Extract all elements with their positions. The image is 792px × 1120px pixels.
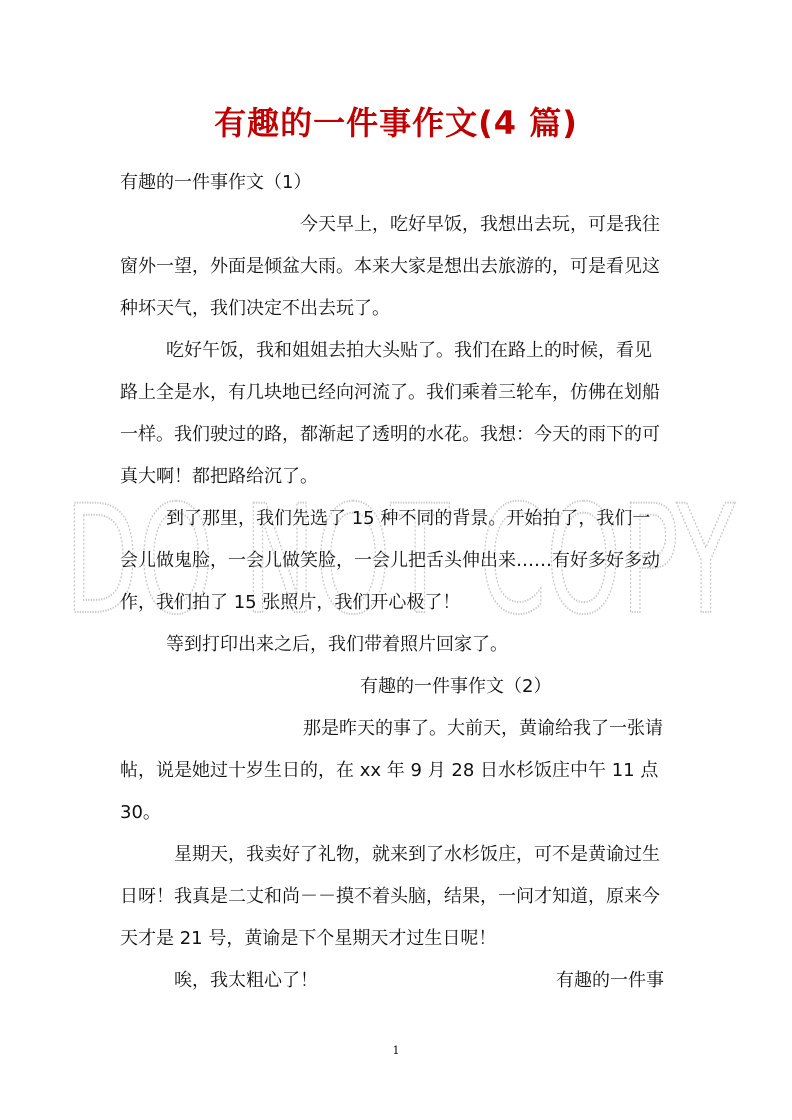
paragraph-line: 日呀！我真是二丈和尚－－摸不着头脑，结果，一问才知道，原来今 [120, 886, 660, 907]
paragraph-line: 天才是 21 号，黄谕是下个星期天才过生日呢！ [120, 928, 497, 949]
document-title: 有趣的一件事作文(4 篇) [214, 104, 578, 142]
paragraph-line: 到了那里，我们先选了 15 种不同的背景。开始拍了，我们一 [166, 508, 651, 529]
paragraph-line: 作，我们拍了 15 张照片，我们开心极了！ [120, 592, 461, 613]
watermark-text: DO NOT COPY [65, 482, 736, 632]
paragraph-line: 那是昨天的事了。大前天，黄谕给我了一张请 [303, 718, 663, 739]
paragraph-line: 帖，说是她过十岁生日的，在 xx 年 9 月 28 日水杉饭庄中午 11 点 [120, 760, 659, 781]
paragraph-line: 一样。我们驶过的路，都渐起了透明的水花。我想：今天的雨下的可 [120, 424, 660, 445]
paragraph-line: 星期天，我卖好了礼物，就来到了水杉饭庄，可不是黄谕过生 [174, 844, 660, 865]
paragraph-line-last [120, 960, 672, 1002]
paragraph-line: 种坏天气，我们决定不出去玩了。 [120, 298, 390, 319]
paragraph-line: 唉，我太粗心了！ [174, 970, 318, 991]
paragraph-line: 真大啊！都把路给沉了。 [120, 466, 318, 487]
paragraph-line: 路上全是水，有几块地已经向河流了。我们乘着三轮车，仿佛在划船 [120, 382, 660, 403]
paragraph-line: 等到打印出来之后，我们带着照片回家了。 [166, 634, 508, 655]
section-heading-3: 有趣的一件事 [556, 970, 664, 991]
section-heading-2: 有趣的一件事作文（2） [360, 676, 552, 697]
paragraph-line: 30。 [120, 802, 161, 823]
page-number: 1 [392, 1044, 400, 1057]
paragraph-line: 窗外一望，外面是倾盆大雨。本来大家是想出去旅游的，可是看见这 [120, 256, 660, 277]
paragraph-line: 吃好午饭，我和姐姐去拍大头贴了。我们在路上的时候，看见 [166, 340, 652, 361]
essay-body [120, 162, 672, 1002]
paragraph-line: 今天早上，吃好早饭，我想出去玩，可是我往 [300, 214, 660, 235]
section-heading-1: 有趣的一件事作文（1） [120, 172, 312, 193]
paragraph-line: 会儿做鬼脸，一会儿做笑脸，一会儿把舌头伸出来……有好多好多动 [120, 550, 660, 571]
